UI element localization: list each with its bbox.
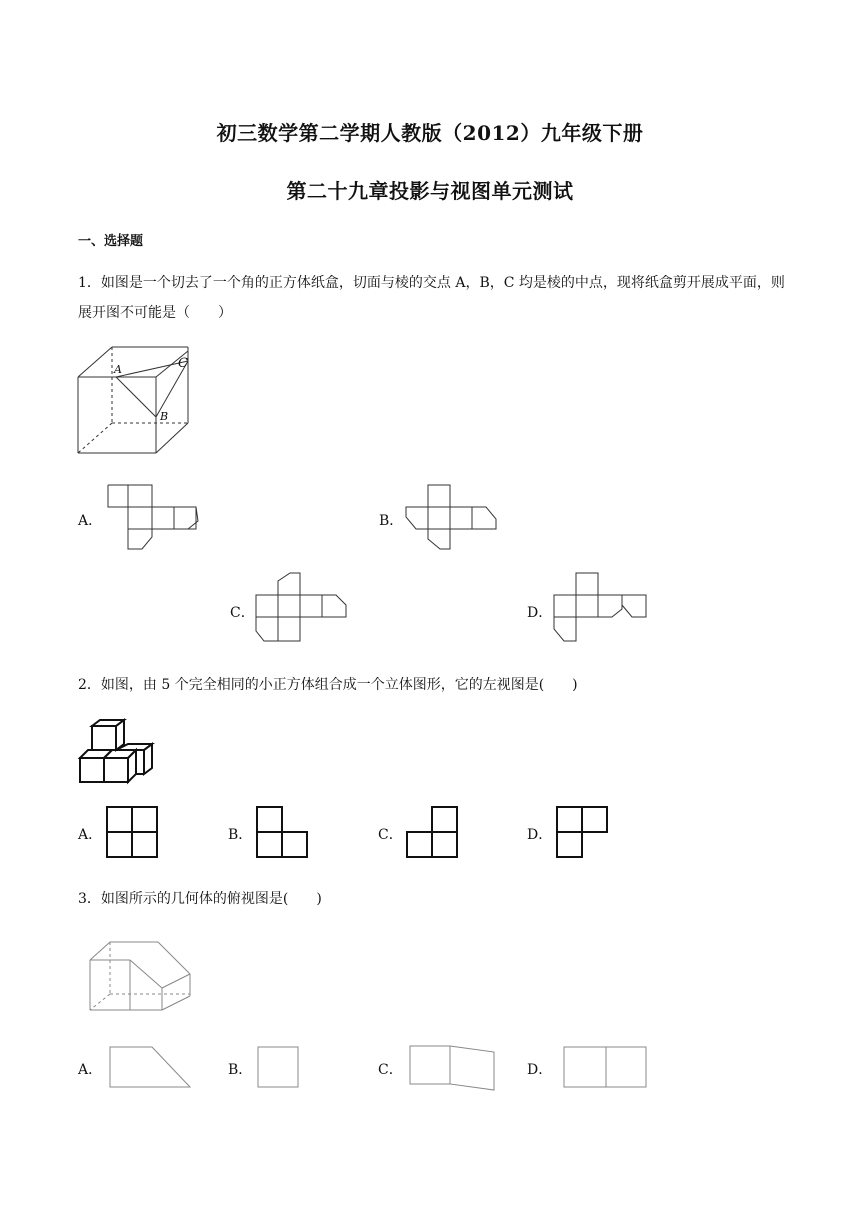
question-2-text: 2．如图，由 5 个完全相同的小正方体组合成一个立体图形，它的左视图是( ) — [78, 677, 578, 693]
q1-label-b: B — [160, 410, 169, 423]
q1-option-c-net — [254, 571, 350, 643]
q3-option-a-view — [108, 1045, 194, 1091]
section-heading: 一、选择题 — [78, 234, 144, 249]
q3-option-b-label: B． — [228, 1062, 253, 1078]
q1-option-c-label: C． — [230, 605, 255, 621]
q2-option-a-label: A． — [78, 827, 103, 843]
q2-option-d-label: D． — [527, 827, 553, 843]
q3-option-c-view — [408, 1044, 498, 1094]
q1-option-b-net — [404, 483, 500, 553]
q3-option-d-view — [562, 1045, 650, 1091]
q1-option-b-label: B． — [379, 513, 404, 529]
q3-option-d-label: D． — [527, 1062, 553, 1078]
q1-label-a: A — [114, 363, 122, 376]
q2-option-c-view — [406, 806, 460, 858]
q1-option-a-net — [106, 483, 202, 553]
q1-label-c: C — [178, 356, 188, 371]
q3-option-a-label: A． — [78, 1062, 103, 1078]
q2-cubes-figure — [78, 718, 158, 784]
document-title: 初三数学第二学期人教版（2012）九年级下册 — [216, 121, 644, 145]
q2-option-b-label: B． — [228, 827, 253, 843]
q1-option-d-net — [552, 571, 652, 643]
q1-option-d-label: D． — [527, 605, 553, 621]
q2-option-b-view — [256, 806, 310, 858]
q2-option-d-view — [556, 806, 610, 858]
q3-option-c-label: C． — [378, 1062, 403, 1078]
question-1-text: 1．如图是一个切去了一个角的正方体纸盒，切面与棱的交点 A，B，C 均是棱的中点，现将纸盒剪开展成平面，则展开图不可能是（ ） — [78, 275, 785, 321]
q3-solid-figure — [88, 938, 198, 1016]
q1-option-a-label: A． — [78, 513, 103, 529]
q3-option-b-view — [256, 1045, 302, 1091]
q2-option-a-view — [106, 806, 160, 858]
question-3-text: 3．如图所示的几何体的俯视图是( ) — [78, 891, 322, 907]
q2-option-c-label: C． — [378, 827, 403, 843]
document-subtitle: 第二十九章投影与视图单元测试 — [286, 179, 574, 203]
